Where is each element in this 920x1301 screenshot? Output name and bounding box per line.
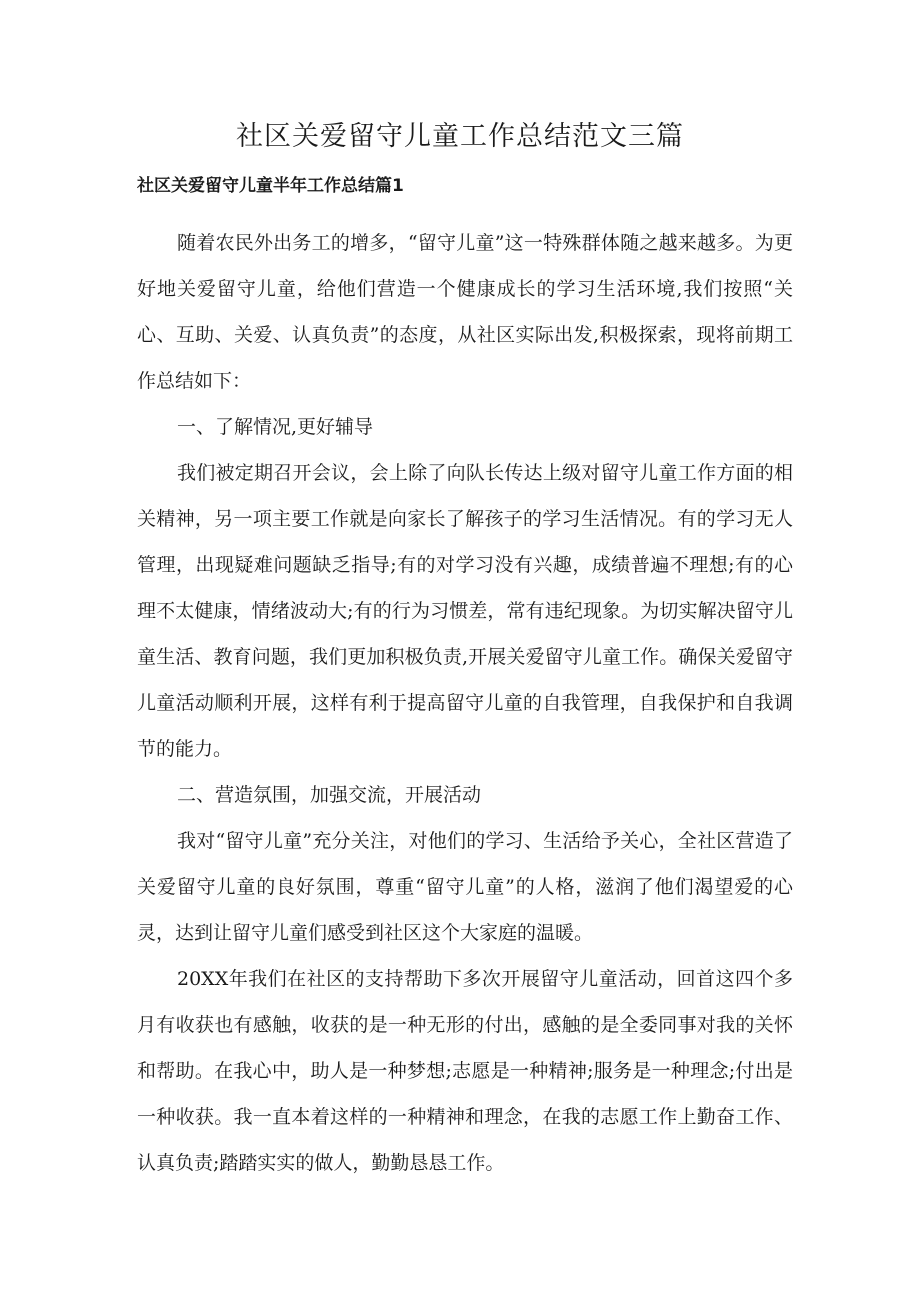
- paragraph-meetings: 我们被定期召开会议，会上除了向队长传达上级对留守儿童工作方面的相关精神，另一项主要工作就是向家长了解孩子的学习生活情况。有的学习无人管理，出现疑难问题缺乏指导;有的对学习没有兴趣，成绩普遍不理想;有的心理不太健康，情绪波动大;有的行为习惯差，常有违纪现象。为切实解决留守儿童生活、教育问题，我们更加积极负责,开展关爱留守儿童工作。确保关爱留守儿童活动顺利开展，这样有利于提高留守儿童的自我管理，自我保护和自我调节的能力。: [137, 462, 793, 760]
- document-body: [137, 220, 793, 1186]
- paragraph-intro: 随着农民外出务工的增多，“留守儿童”这一特殊群体随之越来越多。为更好地关爱留守儿童，给他们营造一个健康成长的学习生活环境,我们按照“关心、互助、关爱、认真负责”的态度，从社区实际出发,积极探索，现将前期工作总结如下：: [137, 232, 793, 392]
- section-heading: 社区关爱留守儿童半年工作总结篇1: [137, 176, 404, 196]
- paragraph-attention: 我对“留守儿童”充分关注，对他们的学习、生活给予关心，全社区营造了关爱留守儿童的良好氛围，尊重“留守儿童”的人格，滋润了他们渴望爱的心灵，达到让留守儿童们感受到社区这个大家庭的温暖。: [137, 830, 793, 944]
- paragraph-activities: 20XX年我们在社区的支持帮助下多次开展留守儿童活动，回首这四个多月有收获也有感触，收获的是一种无形的付出，感触的是全委同事对我的关怀和帮助。在我心中，助人是一种梦想;志愿是一种精神;服务是一种理念;付出是一种收获。我一直本着这样的一种精神和理念，在我的志愿工作上勤奋工作、认真负责;踏踏实实的做人，勤勤恳恳工作。: [137, 968, 793, 1174]
- subheading-create-atmosphere: 二、营造氛围，加强交流，开展活动: [177, 784, 482, 806]
- document-title: 社区关爱留守儿童工作总结范文三篇: [236, 121, 684, 152]
- subheading-understand-situation: 一、了解情况,更好辅导: [177, 416, 374, 438]
